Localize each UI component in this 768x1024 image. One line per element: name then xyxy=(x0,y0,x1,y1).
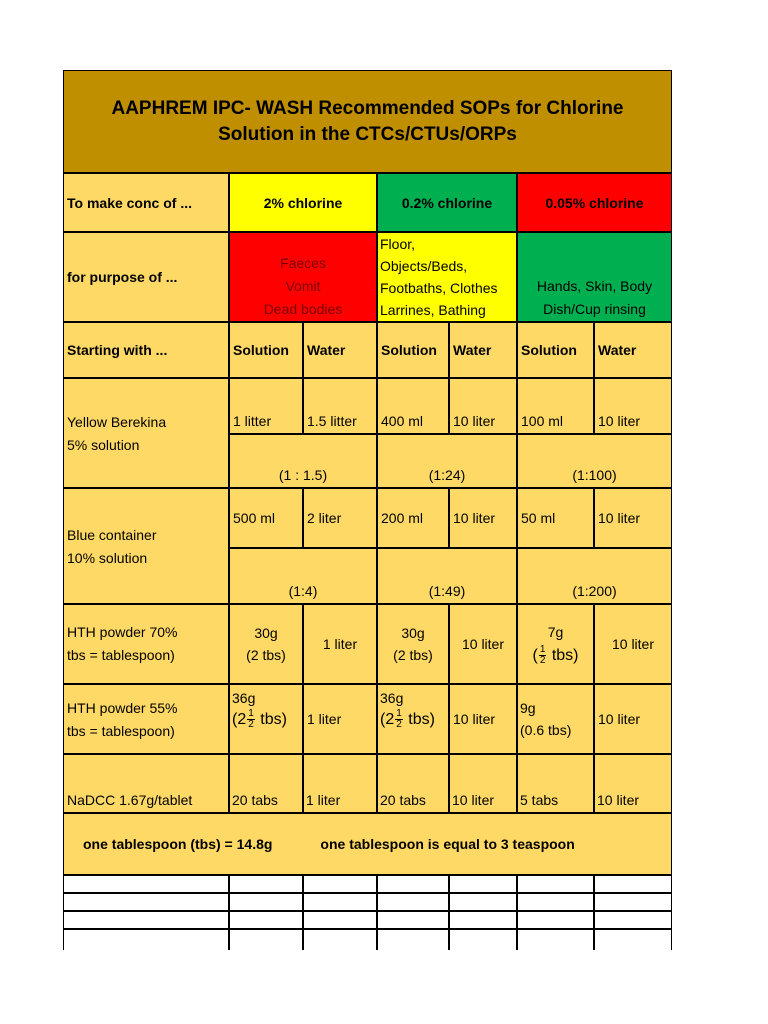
footer-note xyxy=(63,813,672,875)
nadcc-label: NaDCC 1.67g/tablet xyxy=(63,754,229,813)
hth70-water-005pct: 10 liter xyxy=(594,604,672,684)
yellow-ratio-005pct: (1:100) xyxy=(517,434,672,488)
empty-cell xyxy=(377,875,449,893)
row-label-line: HTH powder 70% xyxy=(67,624,178,640)
hth70-water-02pct: 10 liter xyxy=(449,604,517,684)
amount: 9g xyxy=(520,700,536,716)
denominator: 2 xyxy=(539,655,546,667)
row-label-line: 5% solution xyxy=(67,437,140,453)
hth70-water-2pct: 1 liter xyxy=(303,604,377,684)
hth55-solution-005pct xyxy=(517,684,594,754)
nadcc-solution-005pct: 5 tabs xyxy=(517,754,594,813)
blue-solution-005pct: 50 ml xyxy=(517,488,594,548)
purpose-02pct-line: Floor, xyxy=(380,236,416,252)
empty-cell xyxy=(229,893,303,911)
table-title xyxy=(63,70,672,173)
blue-ratio-005pct: (1:200) xyxy=(517,548,672,604)
fraction xyxy=(539,645,547,666)
purpose-02pct xyxy=(377,232,517,322)
fraction xyxy=(247,709,255,730)
blue-ratio-2pct: (1:4) xyxy=(229,548,377,604)
amount-tbs: (0.6 tbs) xyxy=(520,722,572,738)
yellow-solution-2pct: 1 litter xyxy=(229,378,303,434)
nadcc-solution-2pct: 20 tabs xyxy=(229,754,303,813)
yellow-water-02pct: 10 liter xyxy=(449,378,517,434)
hth55-water-02pct: 10 liter xyxy=(449,684,517,754)
yellow-water-005pct: 10 liter xyxy=(594,378,672,434)
empty-cell xyxy=(449,911,517,929)
empty-cell xyxy=(229,911,303,929)
yellow-solution-005pct: 100 ml xyxy=(517,378,594,434)
amount: 36g xyxy=(232,690,256,706)
nadcc-water-005pct: 10 liter xyxy=(594,754,672,813)
empty-cell xyxy=(303,875,377,893)
blue-solution-2pct: 500 ml xyxy=(229,488,303,548)
row-label-line: tbs = tablespoon) xyxy=(67,647,175,663)
header-solution: Solution xyxy=(229,322,303,378)
title-line-1: AAPHREM IPC- WASH Recommended SOPs for Chlorine xyxy=(111,97,624,119)
row-label-line: HTH powder 55% xyxy=(67,700,178,716)
conc-005pct: 0.05% chlorine xyxy=(517,173,672,232)
blue-water-2pct: 2 liter xyxy=(303,488,377,548)
nadcc-water-2pct: 1 liter xyxy=(303,754,377,813)
hth70-solution-2pct xyxy=(229,604,303,684)
hth70-label xyxy=(63,604,229,684)
hth55-solution-02pct xyxy=(377,684,449,754)
empty-cell xyxy=(517,893,594,911)
empty-cell xyxy=(594,911,672,929)
purpose-2pct-line: Vomit xyxy=(285,278,321,294)
fraction xyxy=(395,709,403,730)
unit: tbs) xyxy=(547,647,579,664)
amount: 7g xyxy=(547,624,564,640)
empty-cell xyxy=(303,911,377,929)
yellow-water-2pct: 1.5 litter xyxy=(303,378,377,434)
empty-cell xyxy=(377,893,449,911)
amount: 30g xyxy=(401,625,425,641)
hth55-label xyxy=(63,684,229,754)
amount-tbs-fraction xyxy=(232,709,302,731)
row-label-line: Yellow Berekina xyxy=(67,414,167,430)
empty-cell xyxy=(449,929,517,950)
purpose-2pct-line: Dead bodies xyxy=(263,301,343,317)
purpose-2pct-line: Faeces xyxy=(280,255,326,271)
empty-cell xyxy=(63,893,229,911)
footer-note-left: one tablespoon (tbs) = 14.8g xyxy=(83,836,273,852)
empty-cell xyxy=(517,911,594,929)
empty-cell xyxy=(229,929,303,950)
empty-cell xyxy=(517,875,594,893)
purpose-005pct-line: Dish/Cup rinsing xyxy=(543,301,646,317)
empty-cell xyxy=(303,929,377,950)
amount: 30g xyxy=(254,625,278,641)
yellow-ratio-02pct: (1:24) xyxy=(377,434,517,488)
empty-cell xyxy=(377,911,449,929)
empty-grid xyxy=(63,875,672,950)
header-solution: Solution xyxy=(377,322,449,378)
unit: tbs) xyxy=(255,711,287,728)
purpose-005pct-line: Hands, Skin, Body xyxy=(536,278,653,294)
empty-cell xyxy=(229,875,303,893)
amount-tbs: (2 tbs) xyxy=(246,647,286,663)
purpose-02pct-line: Larrines, Bathing xyxy=(380,302,486,318)
empty-cell xyxy=(303,893,377,911)
empty-cell xyxy=(594,893,672,911)
empty-cell xyxy=(517,929,594,950)
blue-ratio-02pct: (1:49) xyxy=(377,548,517,604)
blue-container-label xyxy=(63,488,229,604)
amount: 36g xyxy=(380,690,404,706)
paren: (2 xyxy=(380,711,395,728)
conc-label: To make conc of ... xyxy=(63,173,229,232)
purpose-02pct-line: Objects/Beds, xyxy=(380,258,468,274)
numerator: 1 xyxy=(248,708,254,720)
denominator: 2 xyxy=(248,719,254,731)
row-label-line: tbs = tablespoon) xyxy=(67,723,175,739)
empty-cell xyxy=(63,875,229,893)
starting-label: Starting with ... xyxy=(63,322,229,378)
hth70-solution-005pct xyxy=(517,604,594,684)
empty-cell xyxy=(63,911,229,929)
empty-cell xyxy=(594,875,672,893)
blue-water-02pct: 10 liter xyxy=(449,488,517,548)
purpose-02pct-line: Footbaths, Clothes xyxy=(380,280,498,296)
numerator: 1 xyxy=(539,644,546,656)
blue-solution-02pct: 200 ml xyxy=(377,488,449,548)
header-water: Water xyxy=(594,322,672,378)
nadcc-solution-02pct: 20 tabs xyxy=(377,754,449,813)
title-line-2: Solution in the CTCs/CTUs/ORPs xyxy=(218,123,517,145)
header-solution: Solution xyxy=(517,322,594,378)
empty-cell xyxy=(449,875,517,893)
row-label-line: 10% solution xyxy=(67,550,148,566)
paren: ( xyxy=(532,647,538,664)
hth55-water-005pct: 10 liter xyxy=(594,684,672,754)
conc-02pct: 0.2% chlorine xyxy=(377,173,517,232)
numerator: 1 xyxy=(396,708,402,720)
yellow-berekina-label xyxy=(63,378,229,488)
blue-water-005pct: 10 liter xyxy=(594,488,672,548)
hth70-solution-02pct xyxy=(377,604,449,684)
yellow-solution-02pct: 400 ml xyxy=(377,378,449,434)
empty-cell xyxy=(594,929,672,950)
empty-cell xyxy=(449,893,517,911)
amount-tbs-fraction xyxy=(380,709,448,731)
amount-tbs: (2 tbs) xyxy=(393,647,433,663)
hth55-water-2pct: 1 liter xyxy=(303,684,377,754)
row-label-line: Blue container xyxy=(67,527,157,543)
conc-2pct: 2% chlorine xyxy=(229,173,377,232)
amount-tbs-fraction xyxy=(532,644,578,668)
empty-cell xyxy=(63,929,229,950)
header-water: Water xyxy=(303,322,377,378)
paren: (2 xyxy=(232,711,247,728)
nadcc-water-02pct: 10 liter xyxy=(449,754,517,813)
empty-cell xyxy=(377,929,449,950)
purpose-005pct xyxy=(517,232,672,322)
unit: tbs) xyxy=(403,711,435,728)
header-water: Water xyxy=(449,322,517,378)
hth55-solution-2pct xyxy=(229,684,303,754)
footer-note-right: one tablespoon is equal to 3 teaspoon xyxy=(320,836,575,852)
yellow-ratio-2pct: (1 : 1.5) xyxy=(229,434,377,488)
purpose-2pct xyxy=(229,232,377,322)
purpose-label: for purpose of ... xyxy=(63,232,229,322)
denominator: 2 xyxy=(396,719,402,731)
